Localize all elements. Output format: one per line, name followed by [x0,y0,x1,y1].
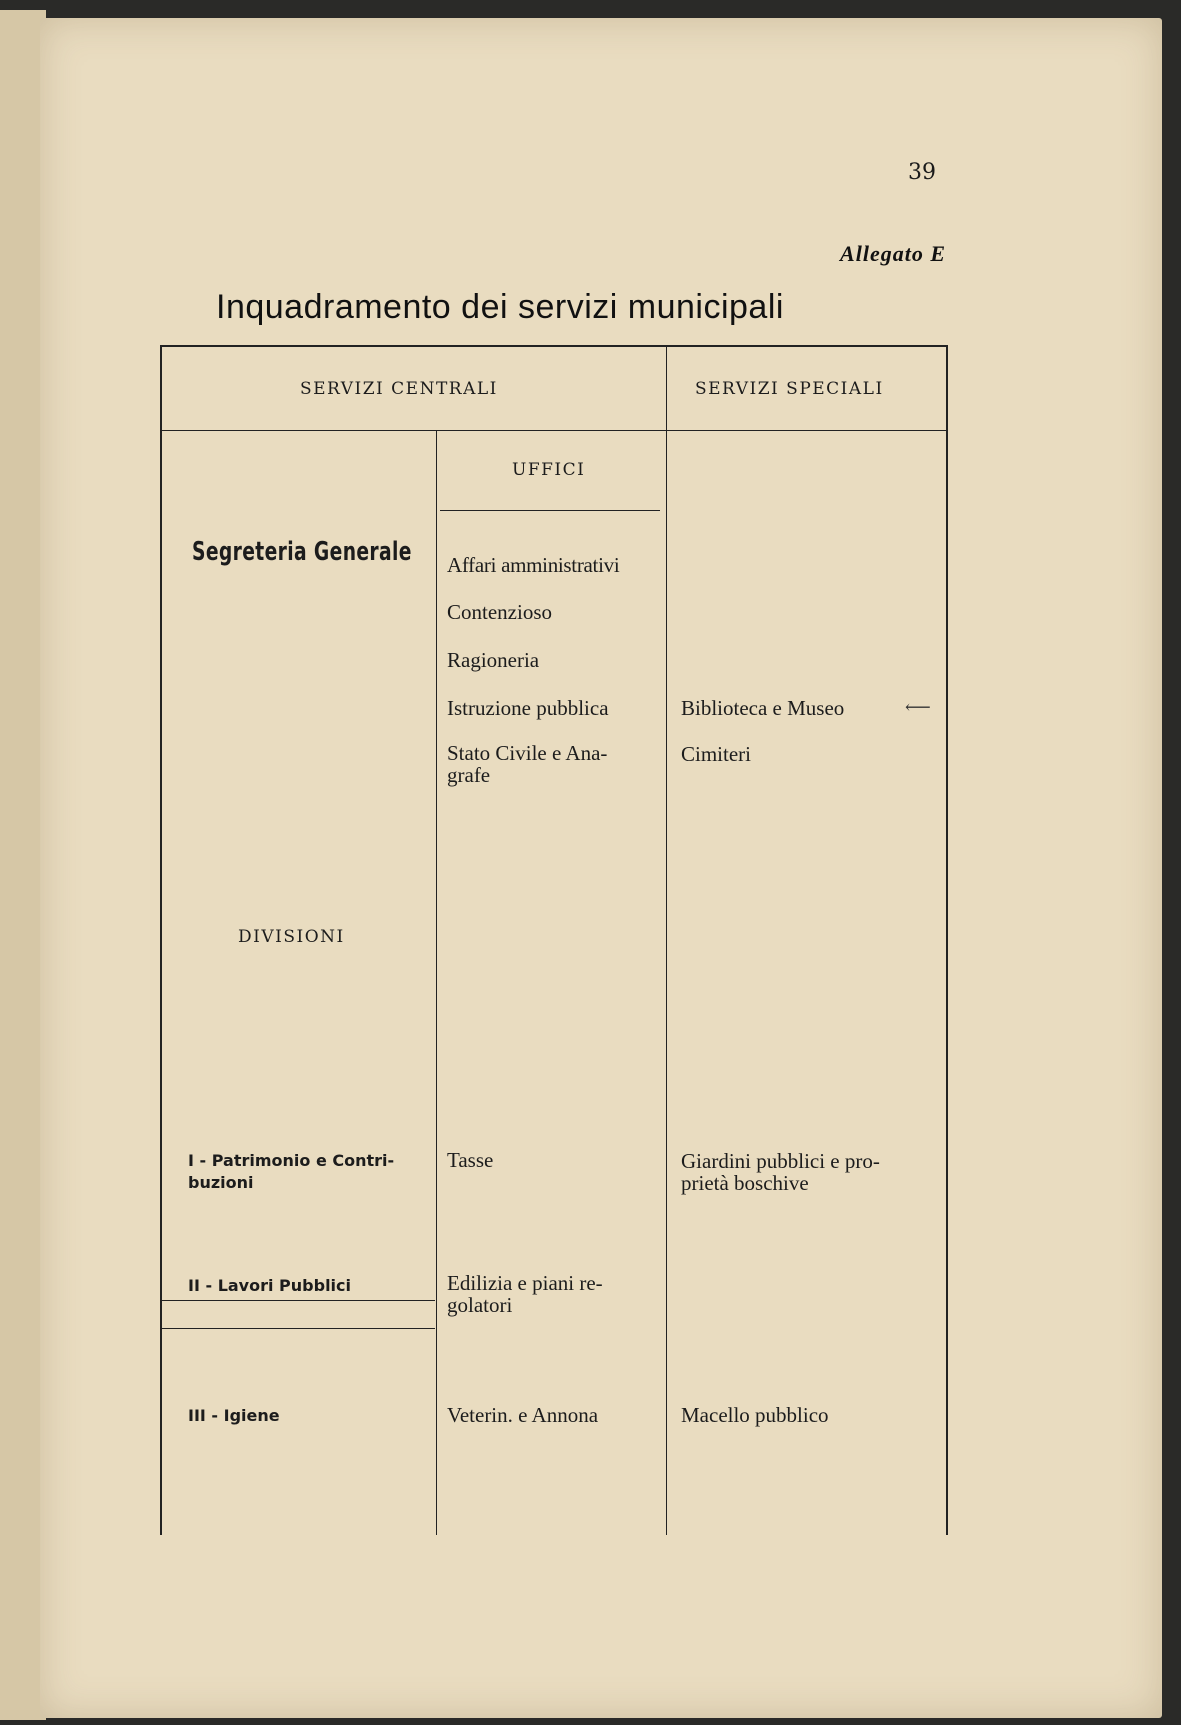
divisioni-rule-bottom [160,1328,435,1329]
division-igiene-ufficio: Veterin. e Annona [447,1403,599,1427]
division-igiene-speciale: Macello pubblico [681,1403,829,1427]
division-patrimonio-ufficio: Tasse [447,1148,494,1172]
ufficio-ragioneria: Ragioneria [447,648,540,672]
speciale-cimiteri: Cimiteri [681,742,751,766]
ufficio-affari-amministrativi: Affari amministrativi [447,553,620,577]
handwritten-arrow-icon: ⟵ [905,697,931,718]
header-servizi-speciali: SERVIZI SPECIALI [695,379,884,399]
left-border [160,345,162,1535]
header-servizi-centrali: SERVIZI CENTRALI [300,379,498,399]
division-patrimonio-speciale: Giardini pubblici e pro- prietà boschive [681,1149,880,1195]
page-number: 39 [908,160,936,185]
segreteria-generale: Segreteria Generale [192,537,412,567]
ufficio-istruzione-pubblica: Istruzione pubblica [447,696,609,720]
division-lavori-pubblici: II - Lavori Pubblici [188,1276,352,1295]
speciale-biblioteca-museo: Biblioteca e Museo [681,696,845,720]
division-patrimonio: I - Patrimonio e Contri- buzioni [188,1151,395,1192]
header-bottom-rule [160,430,947,431]
column-divider-1 [436,430,437,1535]
header-divisioni: DIVISIONI [238,927,345,947]
divisioni-rule-top [160,1300,435,1301]
right-border [946,345,948,1535]
table-top-rule [160,345,947,347]
column-divider-2 [666,345,667,1535]
page-title: Inquadramento dei servizi municipali [216,288,784,326]
ufficio-stato-civile: Stato Civile e Ana- grafe [447,741,608,787]
division-igiene: III - Igiene [188,1406,280,1425]
allegato-label: Allegato E [840,241,946,266]
services-table [160,345,947,1535]
ufficio-contenzioso: Contenzioso [447,600,552,624]
header-uffici: UFFICI [512,460,586,480]
uffici-underline [440,510,660,511]
division-lavori-pubblici-ufficio: Edilizia e piani re- golatori [447,1271,603,1317]
